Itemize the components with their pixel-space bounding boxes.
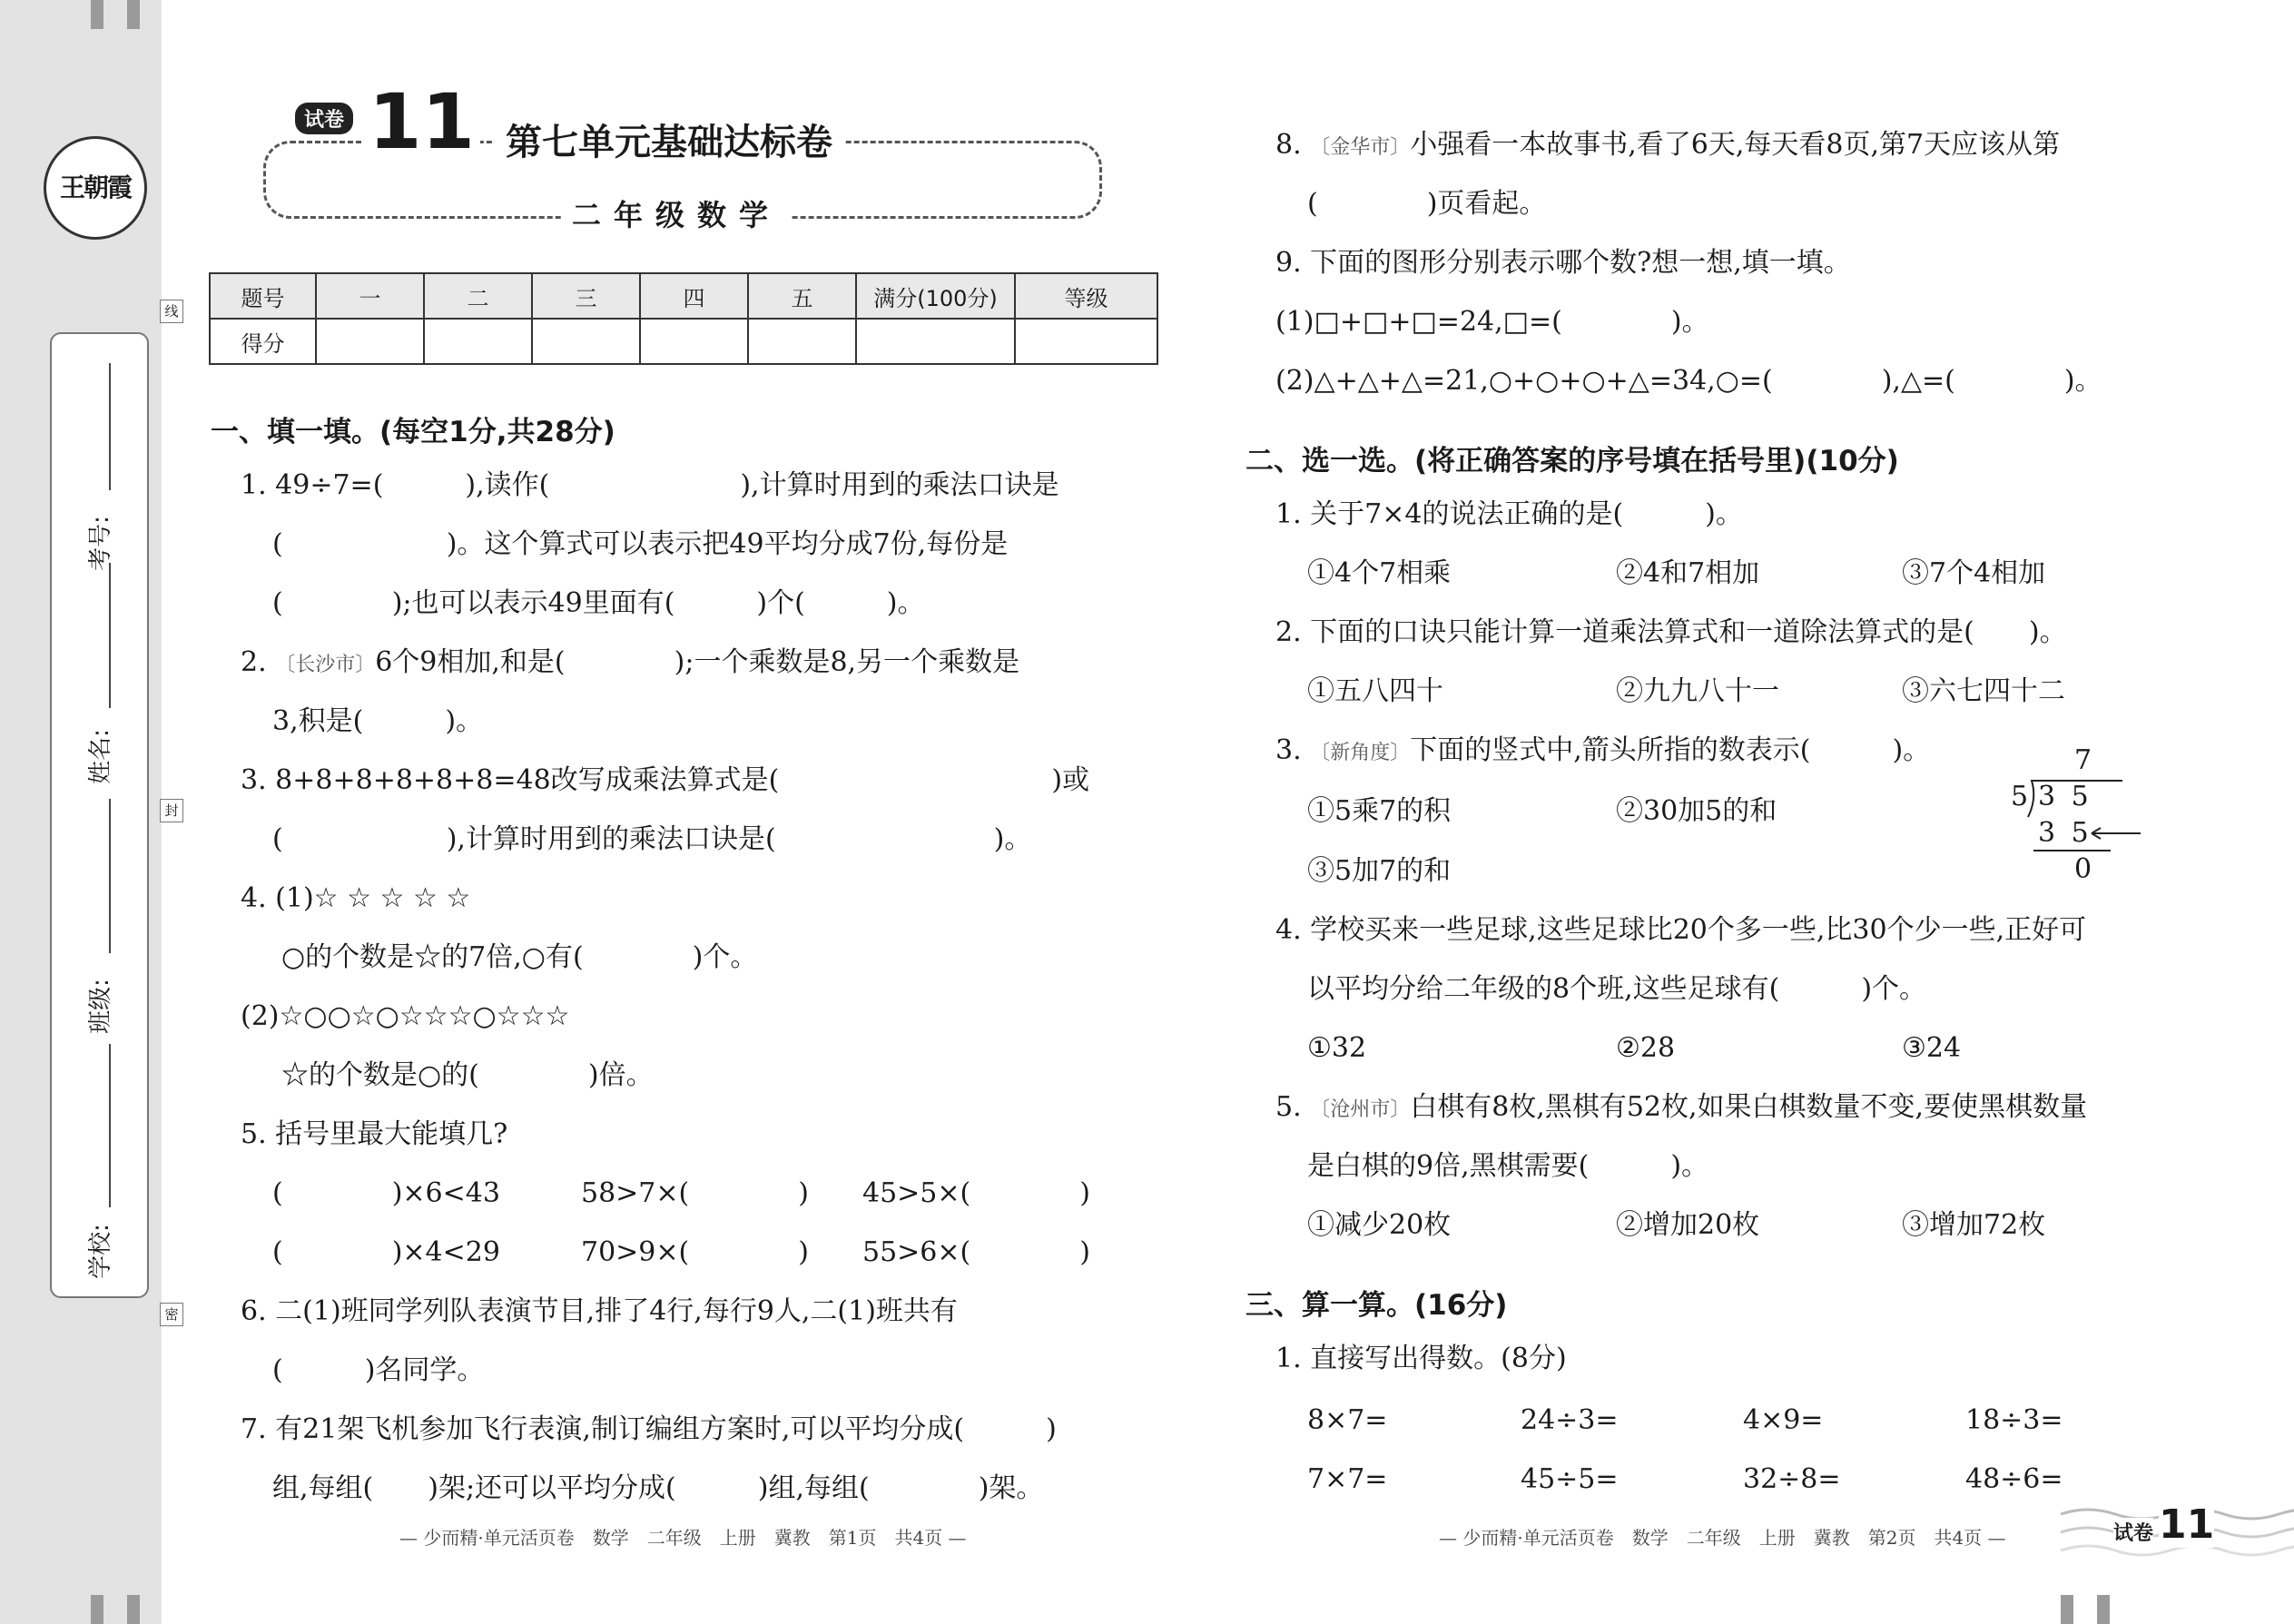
q5-item: 70>9×( ) bbox=[581, 1236, 809, 1268]
q5-item: 45>5×( ) bbox=[862, 1177, 1090, 1209]
q5-item: ( )×6<43 bbox=[272, 1177, 500, 1209]
option[interactable]: ③增加72枚 bbox=[1902, 1209, 2046, 1241]
question-7: 7. 有21架飞机参加飞行表演,制订编组方案时,可以平均分成( ) bbox=[241, 1413, 1057, 1445]
score-header: 五 bbox=[748, 273, 856, 319]
choice-question-4-line2: 以平均分给二年级的8个班,这些足球有( )个。 bbox=[1307, 973, 1927, 1005]
cut-line-mark: 线 bbox=[160, 300, 183, 323]
score-header: 二 bbox=[424, 273, 532, 319]
option[interactable]: ①5乘7的积 bbox=[1307, 795, 1452, 827]
field-name: 姓名: bbox=[86, 729, 114, 784]
option[interactable]: ①减少20枚 bbox=[1307, 1209, 1452, 1241]
field-school: 学校: bbox=[86, 1224, 114, 1279]
binding-mark bbox=[127, 0, 140, 29]
score-header: 题号 bbox=[210, 273, 316, 319]
question-2: 2. 〔长沙市〕6个9相加,和是( );一个乘数是8,另一个乘数是 bbox=[241, 646, 1020, 678]
division-remainder: 0 bbox=[2074, 853, 2092, 885]
choice-question-5-line2: 是白棋的9倍,黑棋需要( )。 bbox=[1307, 1150, 1709, 1182]
calc-item: 32÷8= bbox=[1743, 1463, 1841, 1495]
source-tag: 〔沧州市〕 bbox=[1310, 1098, 1411, 1121]
question-4-part2-text: ☆的个数是○的( )倍。 bbox=[281, 1059, 654, 1091]
question-3: 3. 8+8+8+8+8+8=48改写成乘法算式是( )或 bbox=[241, 764, 1090, 796]
option[interactable]: ①4个7相乘 bbox=[1307, 557, 1452, 589]
section-3-heading: 三、算一算。(16分) bbox=[1245, 1289, 1508, 1322]
q5-item: 55>6×( ) bbox=[862, 1236, 1090, 1268]
choice-question-3: 3. 〔新角度〕下面的竖式中,箭头所指的数表示( )。 bbox=[1275, 734, 1931, 766]
question-9: 9. 下面的图形分别表示哪个数?想一想,填一填。 bbox=[1275, 247, 1851, 279]
question-9-part1: (1)□+□+□=24,□=( )。 bbox=[1275, 306, 1709, 338]
source-tag: 〔长沙市〕 bbox=[275, 654, 376, 676]
calc-item: 7×7= bbox=[1307, 1463, 1388, 1495]
choice-question-1: 1. 关于7×4的说法正确的是( )。 bbox=[1275, 498, 1743, 530]
section-1-heading: 一、填一填。(每空1分,共28分) bbox=[211, 416, 615, 448]
seal-line-mark: 封 bbox=[160, 799, 183, 822]
score-cell[interactable] bbox=[532, 319, 640, 364]
question-1-line2: ( )。这个算式可以表示把49平均分成7份,每份是 bbox=[272, 528, 1009, 560]
choice-question-2: 2. 下面的口诀只能计算一道乘法算式和一道除法算式的是( )。 bbox=[1275, 616, 2067, 648]
calc-item: 4×9= bbox=[1743, 1404, 1824, 1436]
calc-item: 18÷3= bbox=[1965, 1404, 2063, 1436]
score-header: 四 bbox=[640, 273, 748, 319]
binding-mark bbox=[2097, 1595, 2110, 1624]
calc-item: 48÷6= bbox=[1965, 1463, 2063, 1495]
question-6: 6. 二(1)班同学列队表演节目,排了4行,每行9人,二(1)班共有 bbox=[241, 1295, 958, 1327]
option[interactable]: ③7个4相加 bbox=[1902, 557, 2046, 589]
choice-question-4: 4. 学校买来一些足球,这些足球比20个多一些,比30个少一些,正好可 bbox=[1275, 914, 2087, 946]
paper-badge-footer: 试卷 bbox=[2113, 1518, 2153, 1546]
option[interactable]: ③5加7的和 bbox=[1307, 855, 1452, 887]
question-1-line3: ( );也可以表示49里面有( )个( )。 bbox=[272, 587, 925, 619]
paper-number: 11 bbox=[363, 84, 480, 160]
option[interactable]: ①32 bbox=[1307, 1032, 1367, 1064]
q5-item: ( )×4<29 bbox=[272, 1236, 500, 1268]
question-2-line2: 3,积是( )。 bbox=[272, 705, 484, 737]
division-rule bbox=[2033, 850, 2111, 851]
question-6-line2: ( )名同学。 bbox=[272, 1354, 485, 1386]
score-cell[interactable] bbox=[424, 319, 532, 364]
student-info-box bbox=[50, 332, 149, 1298]
division-quotient: 7 bbox=[2074, 744, 2092, 776]
score-cell[interactable] bbox=[748, 319, 856, 364]
question-8: 8. 〔金华市〕小强看一本故事书,看了6天,每天看8页,第7天应该从第 bbox=[1275, 129, 2061, 161]
division-product: 3 5 bbox=[2038, 817, 2092, 849]
question-8-line2: ( )页看起。 bbox=[1307, 188, 1547, 220]
score-header: 一 bbox=[316, 273, 424, 319]
question-9-part2: (2)△+△+△=21,○+○+○+△=34,○=( ),△=( )。 bbox=[1275, 365, 2102, 397]
option[interactable]: ②30加5的和 bbox=[1616, 795, 1777, 827]
page-footer-left: — 少而精·单元活页卷 数学 二年级 上册 冀教 第1页 共4页 — bbox=[399, 1527, 967, 1549]
blank-line bbox=[109, 563, 111, 708]
score-header: 三 bbox=[532, 273, 640, 319]
score-cell[interactable] bbox=[856, 319, 1015, 364]
score-cell[interactable] bbox=[640, 319, 748, 364]
option[interactable]: ②增加20枚 bbox=[1616, 1209, 1760, 1241]
option[interactable]: ③24 bbox=[1902, 1032, 1962, 1064]
score-cell[interactable] bbox=[316, 319, 424, 364]
subtitle: 二年级数学 bbox=[563, 192, 790, 234]
source-tag: 〔新角度〕 bbox=[1310, 742, 1411, 764]
option[interactable]: ①五八四十 bbox=[1307, 675, 1443, 707]
question-4-part1-text: ○的个数是☆的7倍,○有( )个。 bbox=[281, 941, 758, 973]
field-class: 班级: bbox=[86, 979, 114, 1034]
score-table bbox=[209, 272, 1158, 365]
binding-mark bbox=[2061, 1595, 2073, 1624]
blank-line bbox=[109, 1044, 111, 1207]
option[interactable]: ②28 bbox=[1616, 1032, 1676, 1064]
question-3-line2: ( ),计算时用到的乘法口诀是( )。 bbox=[272, 823, 1032, 855]
binding-mark bbox=[127, 1595, 140, 1624]
section-2-heading: 二、选一选。(将正确答案的序号填在括号里)(10分) bbox=[1245, 445, 1899, 477]
question-7-line2: 组,每组( )架;还可以平均分成( )组,每组( )架。 bbox=[272, 1472, 1044, 1504]
score-header: 等级 bbox=[1015, 273, 1157, 319]
logo: 王朝霞 bbox=[44, 136, 147, 240]
paper-badge: 试卷 bbox=[295, 103, 353, 134]
option[interactable]: ②九九八十一 bbox=[1616, 675, 1779, 707]
score-row-label: 得分 bbox=[210, 319, 316, 364]
arrow-icon bbox=[2088, 824, 2142, 842]
score-cell[interactable] bbox=[1015, 319, 1157, 364]
division-divisor: 5 bbox=[2011, 781, 2029, 812]
calc-question-1: 1. 直接写出得数。(8分) bbox=[1275, 1343, 1567, 1374]
question-1: 1. 49÷7=( ),读作( ),计算时用到的乘法口诀是 bbox=[241, 469, 1059, 501]
blank-line bbox=[109, 363, 111, 490]
score-header: 满分(100分) bbox=[856, 273, 1015, 319]
question-4-part2: (2)☆○○☆○☆☆☆○☆☆☆ bbox=[241, 1000, 570, 1032]
calc-item: 45÷5= bbox=[1521, 1463, 1619, 1495]
option[interactable]: ②4和7相加 bbox=[1616, 557, 1760, 589]
division-dividend: 3 5 bbox=[2038, 781, 2092, 812]
page-footer-right: — 少而精·单元活页卷 数学 二年级 上册 冀教 第2页 共4页 — bbox=[1439, 1527, 2006, 1549]
calc-item: 24÷3= bbox=[1521, 1404, 1619, 1436]
question-4-part1: 4. (1)☆ ☆ ☆ ☆ ☆ bbox=[241, 882, 471, 914]
q5-item: 58>7×( ) bbox=[581, 1177, 809, 1209]
question-5: 5. 括号里最大能填几? bbox=[241, 1118, 508, 1150]
choice-question-5: 5. 〔沧州市〕白棋有8枚,黑棋有52枚,如果白棋数量不变,要使黑棋数量 bbox=[1275, 1091, 2088, 1123]
binding-mark bbox=[91, 0, 103, 29]
field-exam-number: 考号: bbox=[86, 516, 114, 571]
source-tag: 〔金华市〕 bbox=[1310, 136, 1411, 159]
page-title: 第七单元基础达标卷 bbox=[495, 113, 843, 165]
blank-line bbox=[109, 799, 111, 953]
paper-number-footer: 11 bbox=[2159, 1501, 2215, 1548]
calc-item: 8×7= bbox=[1307, 1404, 1388, 1436]
binding-mark bbox=[91, 1595, 103, 1624]
close-line-mark: 密 bbox=[160, 1303, 183, 1326]
option[interactable]: ③六七四十二 bbox=[1902, 675, 2065, 707]
